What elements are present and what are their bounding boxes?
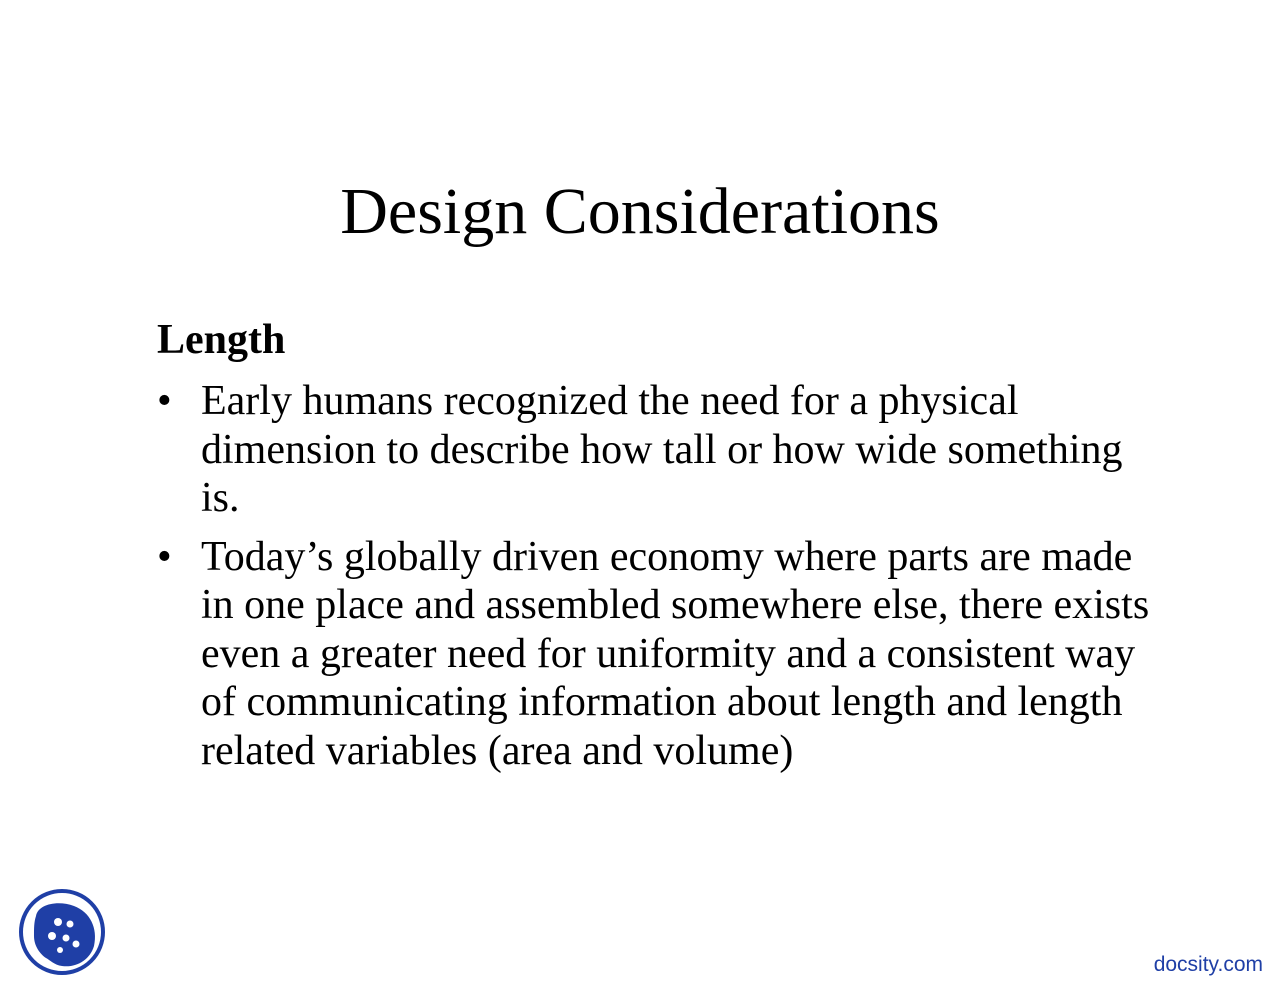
docsity-logo-graphic xyxy=(18,888,106,976)
docsity-logo-icon xyxy=(18,888,106,976)
bullet-item xyxy=(157,533,1157,776)
section-heading: Length xyxy=(157,317,286,363)
slide-title: Design Considerations xyxy=(340,175,940,248)
docsity-link[interactable]: docsity.com xyxy=(1153,953,1263,976)
bullet-marker: • xyxy=(157,378,172,424)
bullet-text: Today’s globally driven economy where parts are made in one place and assembled somewhere else, there exists even a greater need for uniformity and a consistent way of communicating information about length and length related variables (area and volume) xyxy=(201,533,1150,774)
bullet-marker: • xyxy=(157,533,172,580)
bullet-item xyxy=(157,377,1157,523)
bullet-text: Early humans recognized the need for a physical dimension to describe how tall or how wide something is. xyxy=(201,378,1123,521)
bullet-list xyxy=(157,377,1157,785)
